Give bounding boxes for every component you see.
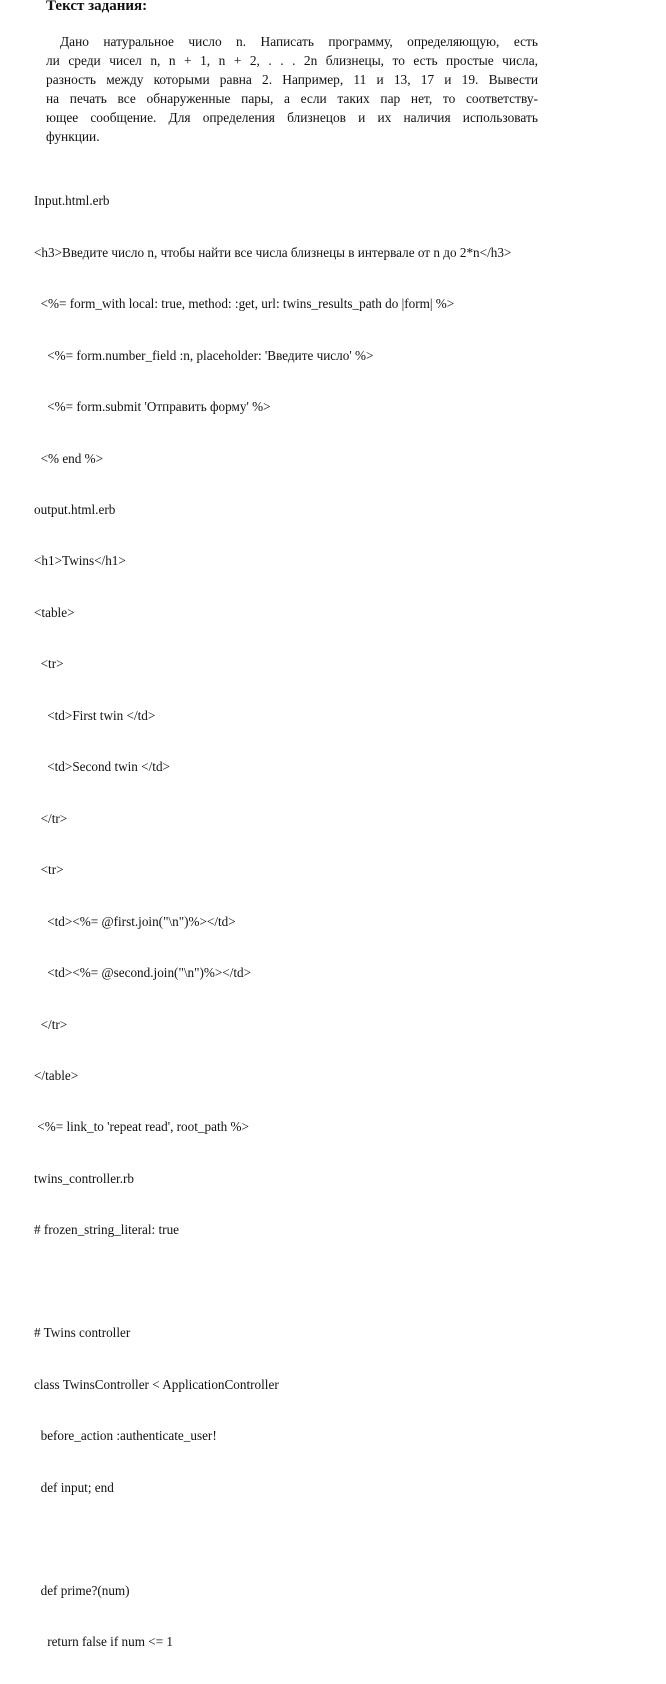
code-line: </tr> bbox=[34, 810, 68, 826]
code-line: Input.html.erb bbox=[34, 193, 110, 209]
code-line: def input; end bbox=[34, 1479, 114, 1495]
task-line: Дано натуральное число n. Написать программу, определяющую, есть bbox=[60, 34, 538, 49]
code-line: <td>Second twin </td> bbox=[34, 759, 170, 775]
code-line: <%= form_with local: true, method: :get, url: twins_results_path do |form| %> bbox=[34, 296, 455, 312]
task-description bbox=[46, 32, 538, 146]
code-line: # frozen_string_literal: true bbox=[34, 1222, 180, 1238]
code-line bbox=[34, 1273, 511, 1290]
code-line: <%= form.submit 'Отправить форму' %> bbox=[34, 399, 271, 415]
code-line: </table> bbox=[34, 1068, 79, 1084]
code-line: <h1>Twins</h1> bbox=[34, 553, 126, 569]
code-line: <%= form.number_field :n, placeholder: 'Введите число' %> bbox=[34, 347, 374, 363]
code-line: return false if num <= 1 bbox=[34, 1634, 174, 1649]
code-line: <%= link_to 'repeat read', root_path %> bbox=[34, 1119, 249, 1135]
code-line: <td><%= @second.join("\n")%></td> bbox=[34, 965, 252, 981]
code-line: before_action :authenticate_user! bbox=[34, 1428, 217, 1444]
code-line: class TwinsController < ApplicationController bbox=[34, 1376, 279, 1392]
code-line: <td>First twin </td> bbox=[34, 707, 156, 723]
task-line: ющее сообщение. Для определения близнецов и их наличия использовать bbox=[46, 110, 538, 125]
code-line: </tr> bbox=[34, 1016, 68, 1032]
code-listing bbox=[34, 158, 511, 1684]
task-line: разность между которыми равна 2. Например, 11 и 13, 17 и 19. Вывести bbox=[46, 72, 538, 87]
code-line: <td><%= @first.join("\n")%></td> bbox=[34, 913, 236, 929]
task-line: ли среди чисел n, n + 1, n + 2, . . . 2n близнецы, то есть простые числа, bbox=[46, 53, 538, 68]
code-line: <h3>Введите число n, чтобы найти все числа близнецы в интервале от n до 2*n</h3> bbox=[34, 244, 512, 260]
code-line: <% end %> bbox=[34, 450, 104, 466]
task-title: Текст задания: bbox=[46, 0, 148, 14]
code-line: <tr> bbox=[34, 862, 64, 878]
code-line: # Twins controller bbox=[34, 1325, 131, 1341]
code-line: twins_controller.rb bbox=[34, 1170, 134, 1186]
task-line: функции. bbox=[46, 129, 100, 144]
code-line: <table> bbox=[34, 604, 75, 620]
code-line bbox=[34, 1530, 511, 1547]
task-line: на печать все обнаруженные пары, а если таких пар нет, то соответству- bbox=[46, 91, 538, 106]
code-line: <tr> bbox=[34, 656, 64, 672]
code-line: def prime?(num) bbox=[34, 1582, 130, 1598]
code-line: output.html.erb bbox=[34, 502, 116, 518]
